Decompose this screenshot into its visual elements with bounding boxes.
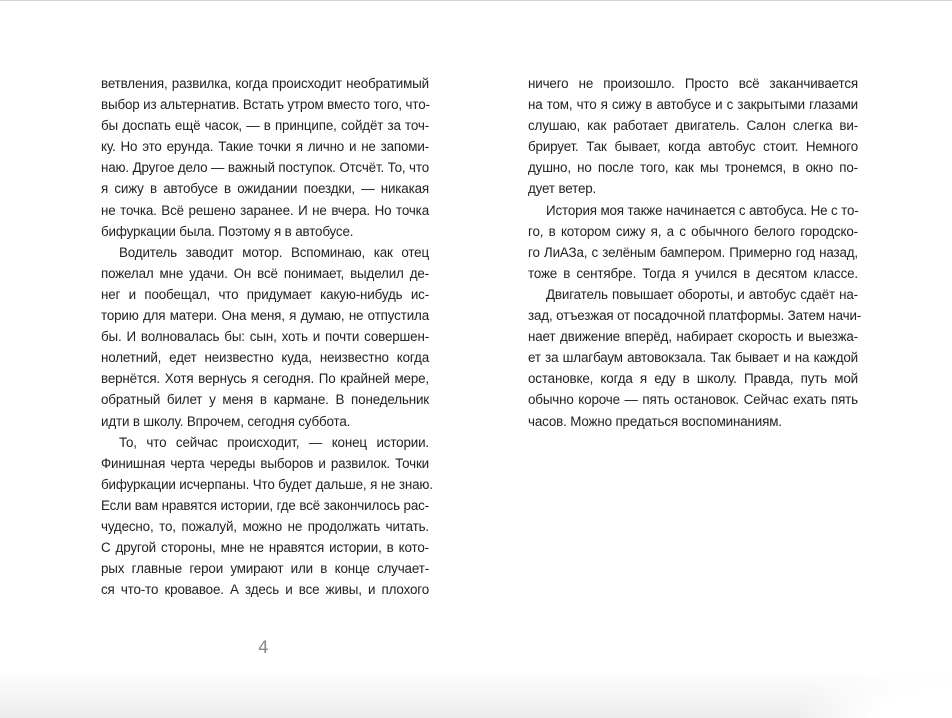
text-line: я сижу в автобусе в ожидании поездки, — никакая: [101, 181, 429, 197]
text-line: тоже в сентябре. Тогда я учился в десятом классе.: [528, 265, 858, 281]
text-line: идти в школу. Впрочем, сегодня суббота.: [101, 413, 351, 429]
text-line: Водитель заводит мотор. Вспоминаю, как отец: [119, 244, 429, 260]
text-line: История моя также начинается с автобуса. Не с то-: [546, 202, 859, 218]
text-line: обычно короче — пять остановок. Сейчас ехать пять: [528, 392, 858, 408]
text-line: наю. Другое дело — важный поступок. Отсчёт. То, что: [101, 160, 429, 176]
text-line: выбор из альтернатив. Встать утром вместо того, что-: [101, 97, 430, 113]
text-line: ничего не произошло. Просто всё заканчивается: [528, 76, 858, 91]
text-line: бифуркации исчерпаны. Что будет дальше, я не знаю.: [101, 476, 433, 492]
text-line: бы. И волновалась бы: сын, хоть и почти совершен-: [101, 329, 429, 345]
text-line: слушаю, как работает двигатель. Салон слегка ви-: [528, 118, 858, 134]
text-line: Финишная черта череды выборов и развилок. Точки: [101, 455, 429, 471]
page-number: 4: [258, 638, 269, 658]
text-line: душно, но после того, как мы тронемся, в окно по-: [528, 160, 858, 176]
text-line: торию для матери. Она меня, я думаю, не отпустила: [101, 308, 429, 324]
text-line: на том, что я сижу в автобусе и с закрытыми глазами: [528, 97, 858, 113]
text-line: го ЛиАЗа, с зелёным бампером. Примерно год назад,: [528, 244, 858, 260]
text-line: чудесно, то, пожалуй, можно не продолжать читать.: [101, 518, 429, 534]
text-line: С другой стороны, мне не нравятся истории, в кото-: [101, 540, 429, 556]
text-line: обратный билет у меня в кармане. В понедельник: [101, 392, 429, 408]
text-line: вернётся. Хотя вернусь я сегодня. По крайней мере,: [101, 371, 429, 387]
text-line: ет за шлагбаум автовокзала. Так бывает и на каждой: [528, 350, 858, 366]
text-line: дует ветер.: [528, 181, 597, 197]
text-line: ветвления, развилка, когда происходит необратимый: [101, 76, 429, 91]
left-page-text: [101, 73, 433, 600]
text-line: То, что сейчас происходит, — конец истории.: [119, 434, 429, 450]
text-line: часов. Можно предаться воспоминаниям.: [528, 413, 782, 429]
text-line: нает движение вперёд, набирает скорость и выезжа-: [528, 329, 858, 345]
text-line: не точка. Всё решено заранее. И не вчера. Но точка: [101, 202, 429, 218]
text-line: остановке, когда я еду в школу. Правда, путь мой: [528, 371, 858, 387]
text-line: зад, отъезжая от посадочной платформы. Затем начи-: [528, 308, 862, 324]
right-page-text: [528, 73, 862, 432]
text-line: ся что-то кровавое. А здесь и все живы, и плохого: [101, 582, 429, 598]
text-line: Если вам нравятся истории, где всё закончилось рас-: [101, 497, 429, 513]
text-line: бифуркации была. Поэтому я в автобусе.: [101, 223, 354, 239]
text-line: брирует. Так бывает, когда автобус стоит. Немного: [528, 139, 858, 155]
text-line: пожелал мне удачи. Он всё понимает, выделил де-: [101, 265, 429, 281]
text-line: нолетний, едет неизвестно куда, неизвестно когда: [101, 350, 429, 366]
text-line: ку. Но это ерунда. Такие точки я лично и не запоми-: [101, 139, 429, 155]
text-line: нег и пообещал, что придумает какую-нибудь ис-: [101, 286, 429, 302]
text-line: бы доспать ещё часок, — в принципе, сойдёт за точ-: [101, 118, 429, 134]
text-line: Двигатель повышает обороты, и автобус сдаёт на-: [546, 286, 858, 302]
text-line: го, в котором сижу я, а с обычного белого городско-: [528, 223, 858, 239]
text-line: рых главные герои умирают или в конце случает-: [101, 561, 429, 577]
